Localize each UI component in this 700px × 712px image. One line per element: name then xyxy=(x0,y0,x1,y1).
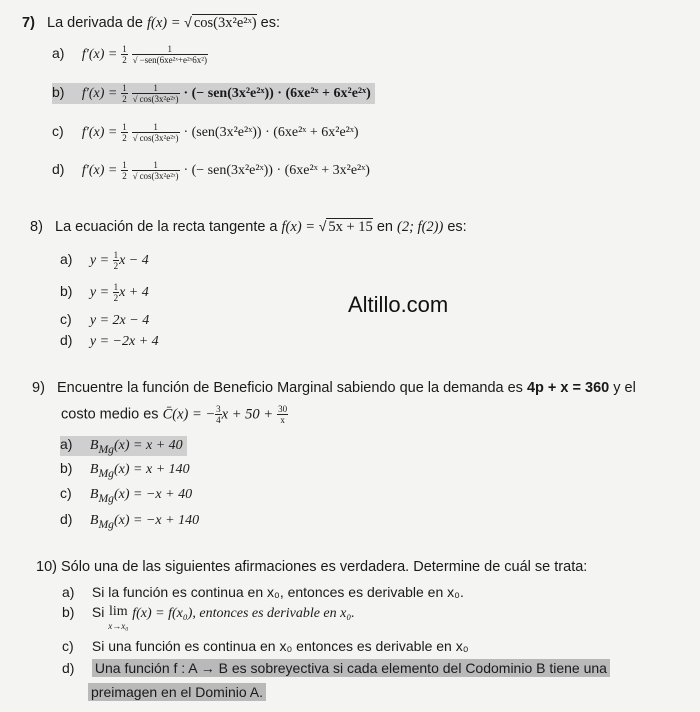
slope-fraction: $\frac{1}{2}$ xyxy=(113,282,119,303)
option-c[interactable]: c) $B_{Mg}(x) = -x + 40$ xyxy=(60,485,193,505)
question-prompt: Sólo una de las siguientes afirmaciones es verdadera. Determine de cuál se trata: xyxy=(61,559,588,575)
demand-equation: 4p + x = 360 xyxy=(526,380,610,396)
option-letter: d) xyxy=(60,511,73,527)
option-b[interactable] xyxy=(52,83,375,104)
option-b[interactable]: b) Si lim x→x₀ f(x) = f(x₀), entonces es derivable en x₀. xyxy=(62,604,355,631)
question-7-header: 7) La derivada de f(x) = √ cos(3x²e²ˣ) es: xyxy=(22,14,280,31)
root-fraction: $\frac{1}{\text{√ −sen(6xe²ˣ+e²ˣ6x²)}}$ xyxy=(132,44,207,65)
question-8-header: 8) La ecuación de la recta tangente a f(x) = √ 5x + 15 en (2; f(2)) es: xyxy=(30,218,467,235)
option-d-continuation: preimagen en el Dominio A. xyxy=(88,684,266,700)
option-letter: c) xyxy=(62,638,74,654)
root-fraction: $\frac{1}{\text{√ cos(3x²e²ˣ)}}$ xyxy=(132,160,179,181)
question-9-line-2: costo medio es C̄(x) = − $\frac{3}{4}$ x + 50 + $\frac{30}{x}$ xyxy=(61,404,288,425)
function-label: f(x) = xyxy=(146,15,185,31)
root-fraction: $\frac{1}{\text{√ cos(3x²e²ˣ)}}$ xyxy=(132,83,179,104)
option-lhs: f′(x) = xyxy=(81,125,118,141)
option-letter: d) xyxy=(52,161,65,178)
option-letter: b) xyxy=(62,604,75,620)
question-number: 9) xyxy=(32,380,45,396)
question-9-line-1: 9) Encuentre la función de Beneficio Marginal sabiendo que la demanda es 4p + x = 360 y el xyxy=(32,380,636,396)
option-letter: d) xyxy=(62,660,75,676)
option-a[interactable]: a) Si la función es continua en x₀, entonces es derivable en x₀. xyxy=(62,584,464,600)
cost-fraction-2: $\frac{30}{x}$ xyxy=(278,404,288,425)
option-b[interactable]: b) $B_{Mg}(x) = x + 140$ xyxy=(60,460,190,480)
question-tail: es: xyxy=(260,15,280,31)
option-d[interactable]: d) $B_{Mg}(x) = -x + 140$ xyxy=(60,511,200,531)
option-letter: b) xyxy=(52,84,65,101)
option-letter: a) xyxy=(60,436,73,452)
option-d[interactable]: d) y = −2x + 4 xyxy=(60,332,159,349)
question-tail: es: xyxy=(447,219,467,235)
slope-fraction: $\frac{1}{2}$ xyxy=(113,250,119,271)
option-letter: b) xyxy=(60,283,73,300)
option-letter: a) xyxy=(52,45,65,62)
root-fraction: $\frac{1}{\text{√ cos(3x²e²ˣ)}}$ xyxy=(132,122,179,143)
half-fraction: $\frac{1}{2}$ xyxy=(122,83,127,104)
option-c[interactable]: c) Si una función es continua en x₀ entonces es derivable en x₀ xyxy=(62,638,469,654)
limit: lim x→x₀ xyxy=(108,604,129,631)
option-rest: · (− sen(3x²e²ˣ)) · (6xe²ˣ + 3x²e²ˣ) xyxy=(183,163,370,179)
option-letter: d) xyxy=(60,332,73,348)
option-a[interactable]: a) $B_{Mg}(x) = x + 40$ xyxy=(60,436,187,456)
radicand: cos(3x²e²ˣ) xyxy=(193,15,257,31)
option-a[interactable] xyxy=(52,44,208,65)
question-prompt: La ecuación de la recta tangente a xyxy=(55,219,278,235)
option-d[interactable] xyxy=(52,160,370,181)
option-letter: a) xyxy=(60,251,73,268)
cost-fraction-1: $\frac{3}{4}$ xyxy=(216,404,221,425)
radicand: 5x + 15 xyxy=(328,219,373,235)
tangent-point: (2; f(2)) xyxy=(397,219,444,235)
option-letter: c) xyxy=(52,123,64,140)
half-fraction: $\frac{1}{2}$ xyxy=(122,160,127,181)
question-number: 10) xyxy=(36,559,57,575)
option-letter: c) xyxy=(60,485,72,501)
option-d[interactable]: d) Una función f : A → B es sobreyectiva si cada elemento del Codominio B tiene una xyxy=(62,660,610,676)
watermark: Altillo.com xyxy=(348,292,449,317)
option-lhs: f′(x) = xyxy=(81,163,118,179)
option-letter: b) xyxy=(60,460,73,476)
option-b[interactable]: b) y = $\frac{1}{2}$ x + 4 xyxy=(60,282,149,303)
question-number: 7) xyxy=(22,15,35,31)
option-letter: c) xyxy=(60,311,72,327)
option-letter: a) xyxy=(62,584,75,600)
option-lhs: f′(x) = xyxy=(81,47,118,63)
function-label: f(x) = xyxy=(281,219,319,235)
option-lhs: f′(x) = xyxy=(81,86,118,102)
option-rest: · (sen(3x²e²ˣ)) · (6xe²ˣ + 6x²e²ˣ) xyxy=(183,125,359,141)
option-c[interactable] xyxy=(52,122,359,143)
question-prompt: La derivada de xyxy=(47,15,143,31)
option-rest: · (− sen(3x²e²ˣ)) · (6xe²ˣ + 6x²e²ˣ) xyxy=(183,86,371,102)
question-mid: en xyxy=(376,219,393,235)
half-fraction: $\frac{1}{2}$ xyxy=(122,122,127,143)
half-fraction: $\frac{1}{2}$ xyxy=(122,44,127,65)
question-10-header xyxy=(36,559,587,575)
option-a[interactable]: a) y = $\frac{1}{2}$ x − 4 xyxy=(60,250,149,271)
question-number: 8) xyxy=(30,219,43,235)
option-c[interactable]: c) y = 2x − 4 xyxy=(60,311,150,328)
